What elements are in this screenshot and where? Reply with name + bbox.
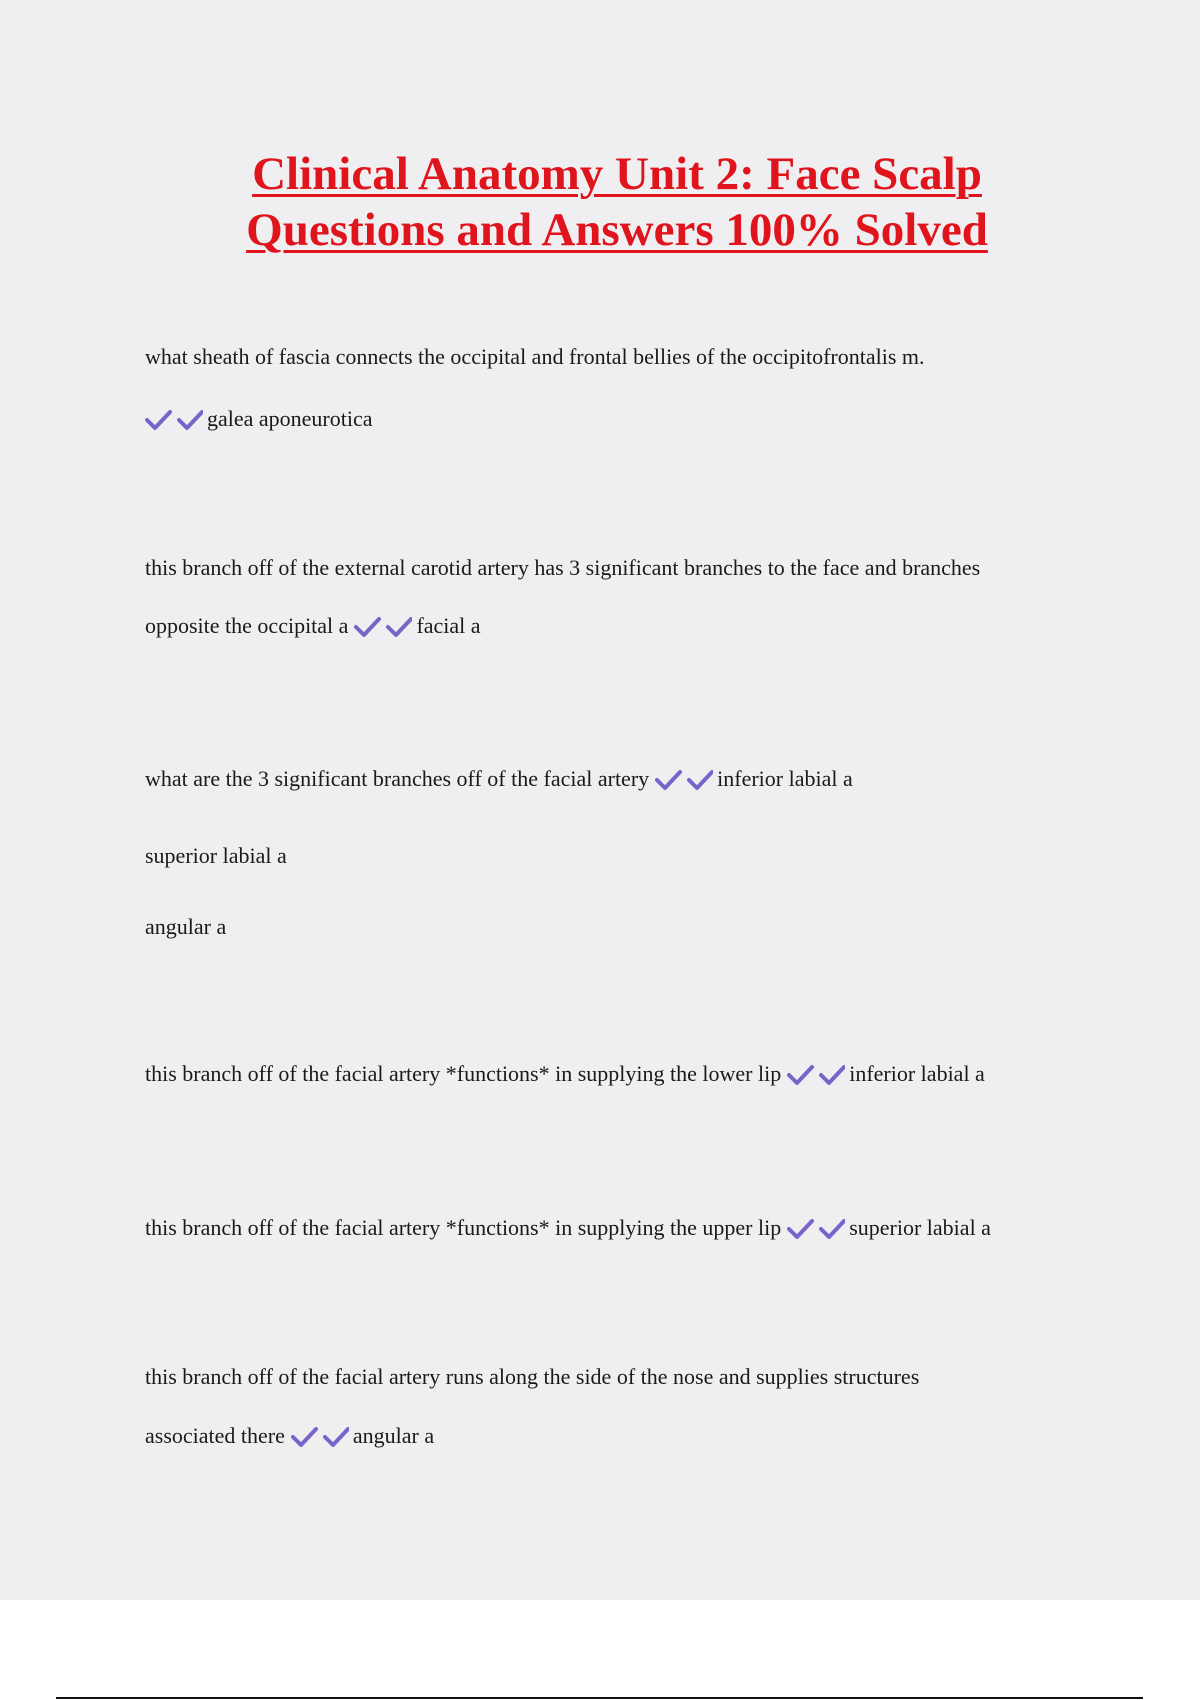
question-6-line-1 xyxy=(145,1362,919,1392)
check-mark-2 xyxy=(388,619,411,635)
check-mark-2 xyxy=(821,1221,844,1237)
check-mark-1 xyxy=(356,619,379,635)
question-text: this branch off of the facial artery *functions* in supplying the lower lip xyxy=(145,1061,782,1086)
answer-text: facial a xyxy=(416,613,481,638)
page-divider xyxy=(56,1697,1143,1699)
question-1 xyxy=(145,342,925,372)
question-5 xyxy=(145,1213,991,1243)
question-text: this branch off of the facial artery runs along the side of the nose and supplies structures xyxy=(145,1364,920,1389)
question-text: this branch off of the facial artery *functions* in supplying the upper lip xyxy=(145,1215,782,1240)
answer-text: inferior labial a xyxy=(717,766,853,791)
question-2-line-2 xyxy=(145,611,481,641)
question-4 xyxy=(145,1059,985,1089)
answer-3-line-3 xyxy=(145,912,226,942)
answer-text: superior labial a xyxy=(849,1215,991,1240)
answer-text: inferior labial a xyxy=(849,1061,985,1086)
answer-text: angular a xyxy=(352,1423,435,1448)
check-mark-2 xyxy=(325,1429,348,1445)
double-check-icon xyxy=(787,1218,845,1240)
question-2-line-1 xyxy=(145,553,980,583)
double-check-icon xyxy=(291,1426,349,1448)
double-check-icon xyxy=(354,616,412,638)
question-text: what are the 3 significant branches off of the facial artery xyxy=(145,766,650,791)
question-6-line-2 xyxy=(145,1421,434,1451)
double-check-icon xyxy=(787,1064,845,1086)
document-title xyxy=(0,146,1200,258)
check-mark-1 xyxy=(293,1429,316,1445)
check-mark-2 xyxy=(689,772,712,788)
question-text: associated there xyxy=(145,1423,285,1448)
check-mark-2 xyxy=(821,1067,844,1083)
question-text: what sheath of fascia connects the occipital and frontal bellies of the occipitofrontalis m. xyxy=(145,344,925,369)
answer-text: galea aponeurotica xyxy=(207,406,373,431)
check-mark-1 xyxy=(147,412,170,428)
answer-3-line-2 xyxy=(145,841,287,871)
check-mark-2 xyxy=(179,412,202,428)
title-line-2: Questions and Answers 100% Solved xyxy=(246,204,988,256)
double-check-icon xyxy=(655,769,713,791)
answer-text: angular a xyxy=(145,914,227,939)
answer-1 xyxy=(145,404,373,434)
title-line-1: Clinical Anatomy Unit 2: Face Scalp xyxy=(252,148,982,200)
check-mark-1 xyxy=(789,1067,812,1083)
question-text: opposite the occipital a xyxy=(145,613,349,638)
check-mark-1 xyxy=(789,1221,812,1237)
check-mark-1 xyxy=(657,772,680,788)
question-text: this branch off of the external carotid artery has 3 significant branches to the face and branches xyxy=(145,555,981,580)
question-3 xyxy=(145,764,853,794)
answer-text: superior labial a xyxy=(145,843,287,868)
double-check-icon xyxy=(145,409,203,431)
